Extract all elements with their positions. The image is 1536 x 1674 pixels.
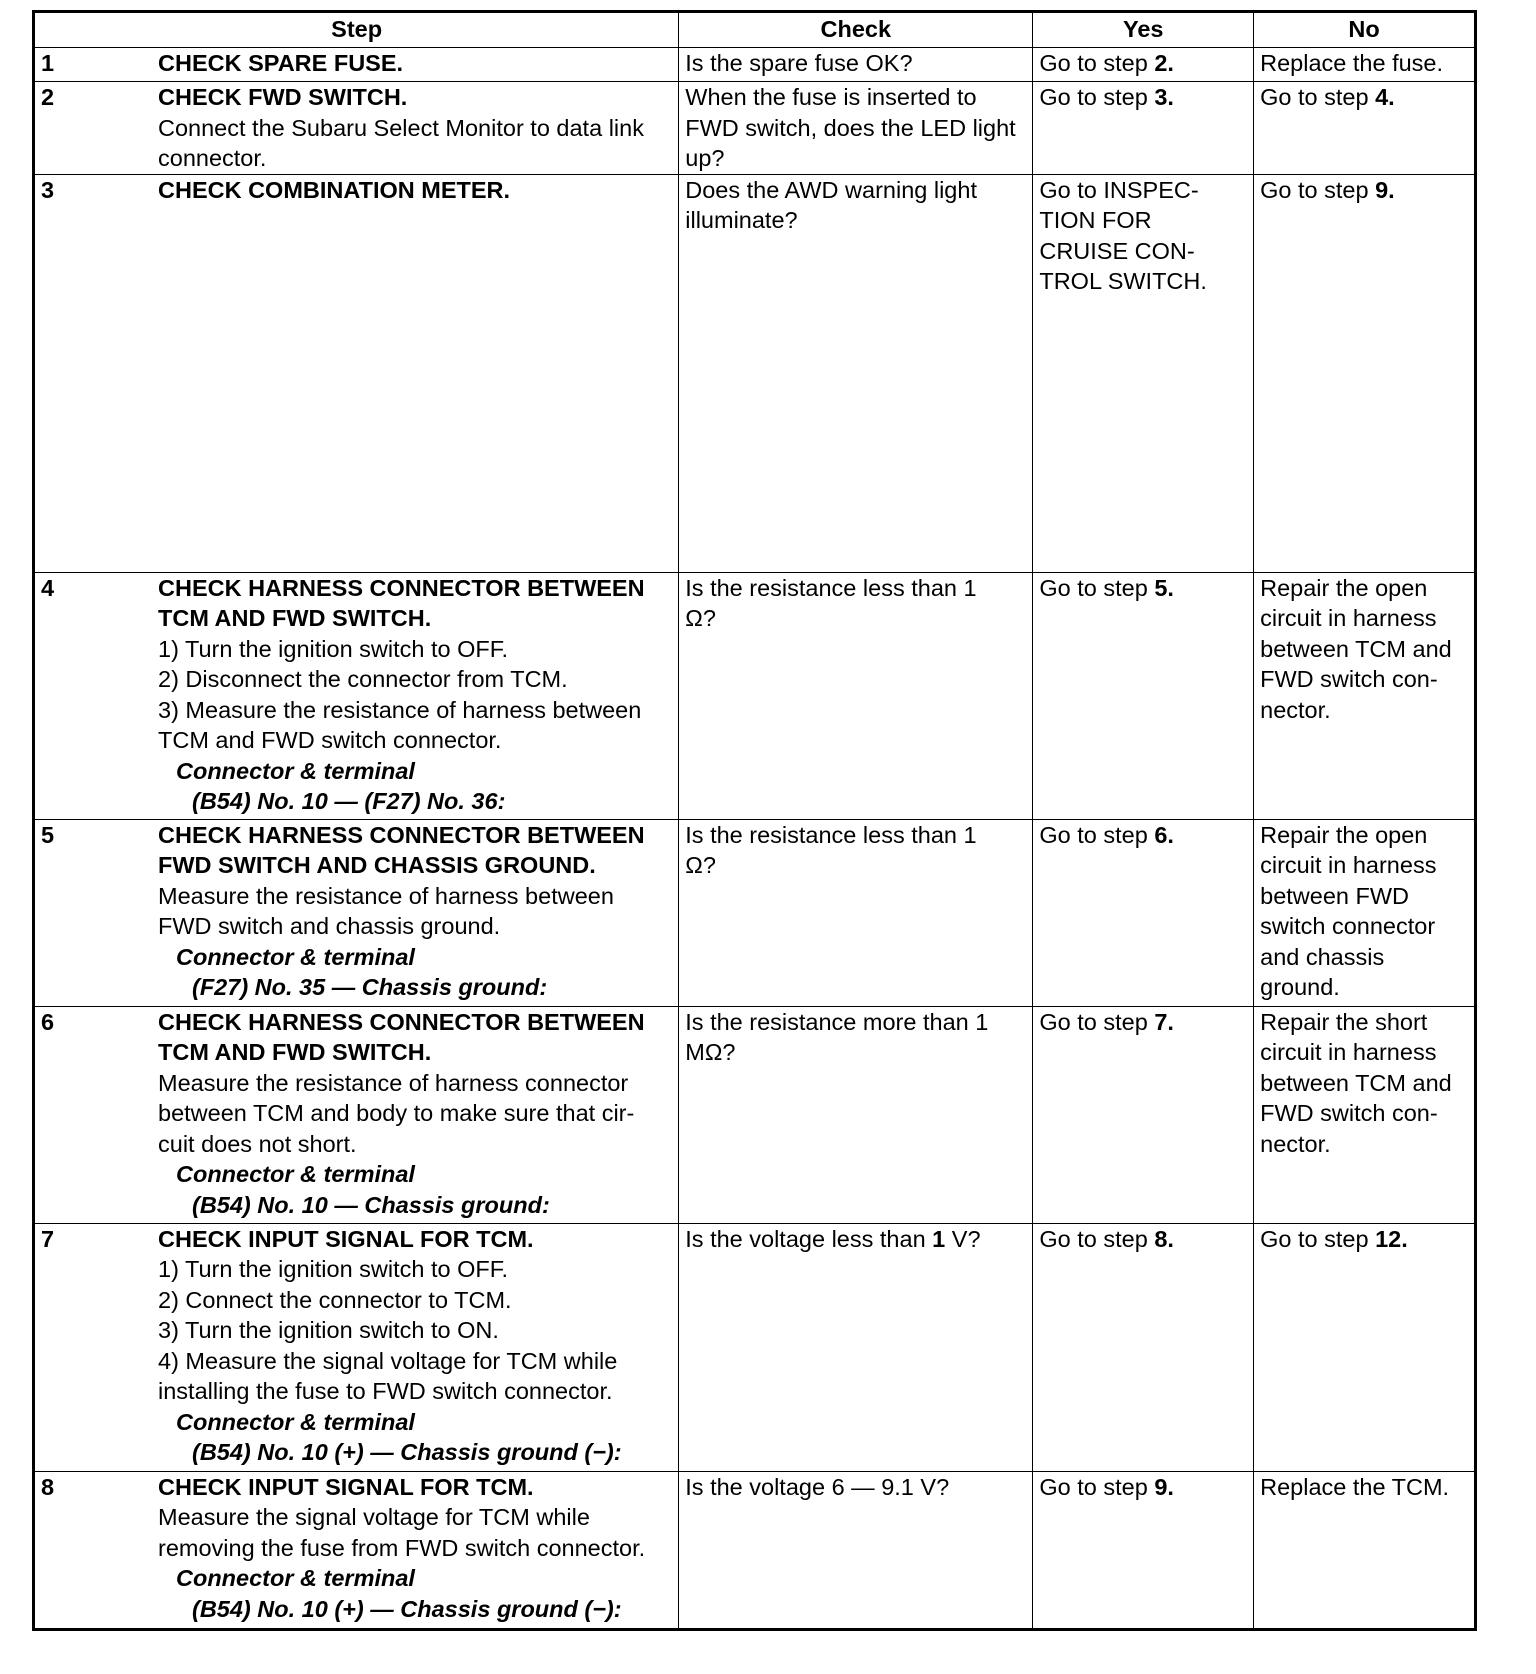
step-title: CHECK SPARE FUSE. xyxy=(158,50,404,76)
step-instruction: 3) Measure the resistance of harness between TCM and FWD switch connector. xyxy=(158,696,642,753)
connector-spec: (B54) No. 10 (+) — Chassis ground (−): xyxy=(192,1439,622,1465)
check-cell: Is the resistance more than 1 MΩ? xyxy=(679,1006,1033,1223)
step-cell xyxy=(34,174,679,572)
step-number: 5 xyxy=(41,821,55,848)
connector-label: Connector & terminal xyxy=(176,1161,415,1187)
step-instruction: 1) Turn the ignition switch to OFF. xyxy=(158,635,509,662)
yes-step-ref: 9. xyxy=(1154,1473,1174,1500)
table-row xyxy=(34,1006,1476,1223)
yes-cell: Go to step 8. xyxy=(1033,1223,1254,1471)
no-step-ref: 9. xyxy=(1375,176,1395,203)
step-cell xyxy=(34,572,679,819)
check-cell: When the fuse is inserted to FWD switch, does the LED light up? xyxy=(679,82,1033,175)
table-row xyxy=(34,1471,1476,1629)
header-row xyxy=(34,12,1476,48)
yes-cell: Go to step 3. xyxy=(1033,82,1254,175)
step-number: 3 xyxy=(41,176,55,203)
step-cell xyxy=(34,1223,679,1471)
yes-step-ref: 8. xyxy=(1154,1225,1174,1252)
step-instruction: 1) Turn the ignition switch to OFF. xyxy=(158,1256,509,1282)
check-cell: Is the resistance less than 1 Ω? xyxy=(679,572,1033,819)
table-row xyxy=(34,82,1476,175)
step-title: CHECK HARNESS CONNECTOR BETWEEN TCM AND FWD SWITCH. xyxy=(158,574,645,631)
no-step-ref: 4. xyxy=(1375,84,1395,110)
table-row xyxy=(34,174,1476,572)
step-cell xyxy=(34,819,679,1006)
yes-step-ref: 5. xyxy=(1154,574,1174,601)
step-instruction: Measure the resistance of harness between FWD switch and chassis ground. xyxy=(158,882,614,939)
header-yes: Yes xyxy=(1033,12,1254,48)
step-title: CHECK FWD SWITCH. xyxy=(158,84,408,110)
step-cell xyxy=(34,82,679,175)
table-row xyxy=(34,819,1476,1006)
no-cell: Replace the TCM. xyxy=(1254,1471,1476,1629)
no-cell: Repair the short circuit in harness between TCM and FWD switch con- nector. xyxy=(1254,1006,1476,1223)
step-instruction: 2) Disconnect the connector from TCM. xyxy=(158,666,568,692)
header-step: Step xyxy=(34,12,679,48)
step-number: 8 xyxy=(41,1473,55,1500)
no-cell: Go to step 4. xyxy=(1254,82,1476,175)
check-cell: Is the voltage 6 — 9.1 V? xyxy=(679,1471,1033,1629)
header-check: Check xyxy=(679,12,1033,48)
step-number: 7 xyxy=(41,1225,55,1252)
table-row xyxy=(34,572,1476,819)
step-title: CHECK HARNESS CONNECTOR BETWEEN FWD SWITCH AND CHASSIS GROUND. xyxy=(158,821,645,878)
connector-spec: (B54) No. 10 — Chassis ground: xyxy=(192,1191,550,1218)
yes-step-ref: 7. xyxy=(1154,1008,1174,1035)
step-instruction: Measure the signal voltage for TCM while removing the fuse from FWD switch connector. xyxy=(158,1504,646,1561)
yes-cell: Go to step 6. xyxy=(1033,819,1254,1006)
header-no: No xyxy=(1254,12,1476,48)
step-number: 1 xyxy=(41,50,55,76)
yes-cell: Go to step 5. xyxy=(1033,572,1254,819)
no-step-ref: 12. xyxy=(1375,1225,1408,1252)
connector-spec: (F27) No. 35 — Chassis ground: xyxy=(192,974,548,1000)
connector-spec: (B54) No. 10 (+) — Chassis ground (−): xyxy=(192,1595,622,1622)
yes-cell: Go to step 7. xyxy=(1033,1006,1254,1223)
connector-label: Connector & terminal xyxy=(176,1565,415,1591)
step-title: CHECK HARNESS CONNECTOR BETWEEN TCM AND FWD SWITCH. xyxy=(158,1008,645,1065)
connector-spec: (B54) No. 10 — (F27) No. 36: xyxy=(192,788,506,814)
step-number: 6 xyxy=(41,1008,55,1035)
step-instruction: 3) Turn the ignition switch to ON. xyxy=(158,1317,499,1343)
step-instruction: Measure the resistance of harness connector between TCM and body to make sure that cir- cuit does not short. xyxy=(158,1069,635,1157)
step-number: 2 xyxy=(41,84,55,110)
yes-cell: Go to INSPEC- TION FOR CRUISE CON- TROL SWITCH. xyxy=(1033,174,1254,572)
step-title: CHECK INPUT SIGNAL FOR TCM. xyxy=(158,1225,534,1252)
connector-label: Connector & terminal xyxy=(176,757,415,784)
step-number: 4 xyxy=(41,574,55,601)
step-title: CHECK INPUT SIGNAL FOR TCM. xyxy=(158,1473,534,1500)
check-cell: Is the spare fuse OK? xyxy=(679,48,1033,82)
no-cell: Go to step 12. xyxy=(1254,1223,1476,1471)
yes-step-ref: 3. xyxy=(1154,84,1174,110)
yes-step-ref: 2. xyxy=(1154,50,1174,76)
diagnostic-table xyxy=(32,10,1477,1631)
table-row xyxy=(34,1223,1476,1471)
yes-cell: Go to step 9. xyxy=(1033,1471,1254,1629)
no-cell: Repair the open circuit in harness between TCM and FWD switch con- nector. xyxy=(1254,572,1476,819)
connector-label: Connector & terminal xyxy=(176,1408,415,1435)
step-cell xyxy=(34,1006,679,1223)
no-cell: Go to step 9. xyxy=(1254,174,1476,572)
step-instruction: Connect the Subaru Select Monitor to data link connector. xyxy=(158,114,644,171)
check-cell: Is the resistance less than 1 Ω? xyxy=(679,819,1033,1006)
step-cell xyxy=(34,1471,679,1629)
no-cell: Repair the open circuit in harness between FWD switch connector and chassis ground. xyxy=(1254,819,1476,1006)
step-title: CHECK COMBINATION METER. xyxy=(158,176,511,203)
step-cell xyxy=(34,48,679,82)
step-instruction: 4) Measure the signal voltage for TCM while installing the fuse to FWD switch connector. xyxy=(158,1347,618,1404)
yes-cell: Go to step 2. xyxy=(1033,48,1254,82)
check-cell: Does the AWD warning light illuminate? xyxy=(679,174,1033,572)
check-cell: Is the voltage less than 1 V? xyxy=(679,1223,1033,1471)
yes-step-ref: 6. xyxy=(1154,821,1174,848)
step-instruction: 2) Connect the connector to TCM. xyxy=(158,1286,512,1313)
no-cell: Replace the fuse. xyxy=(1254,48,1476,82)
table-row xyxy=(34,48,1476,82)
connector-label: Connector & terminal xyxy=(176,943,415,970)
